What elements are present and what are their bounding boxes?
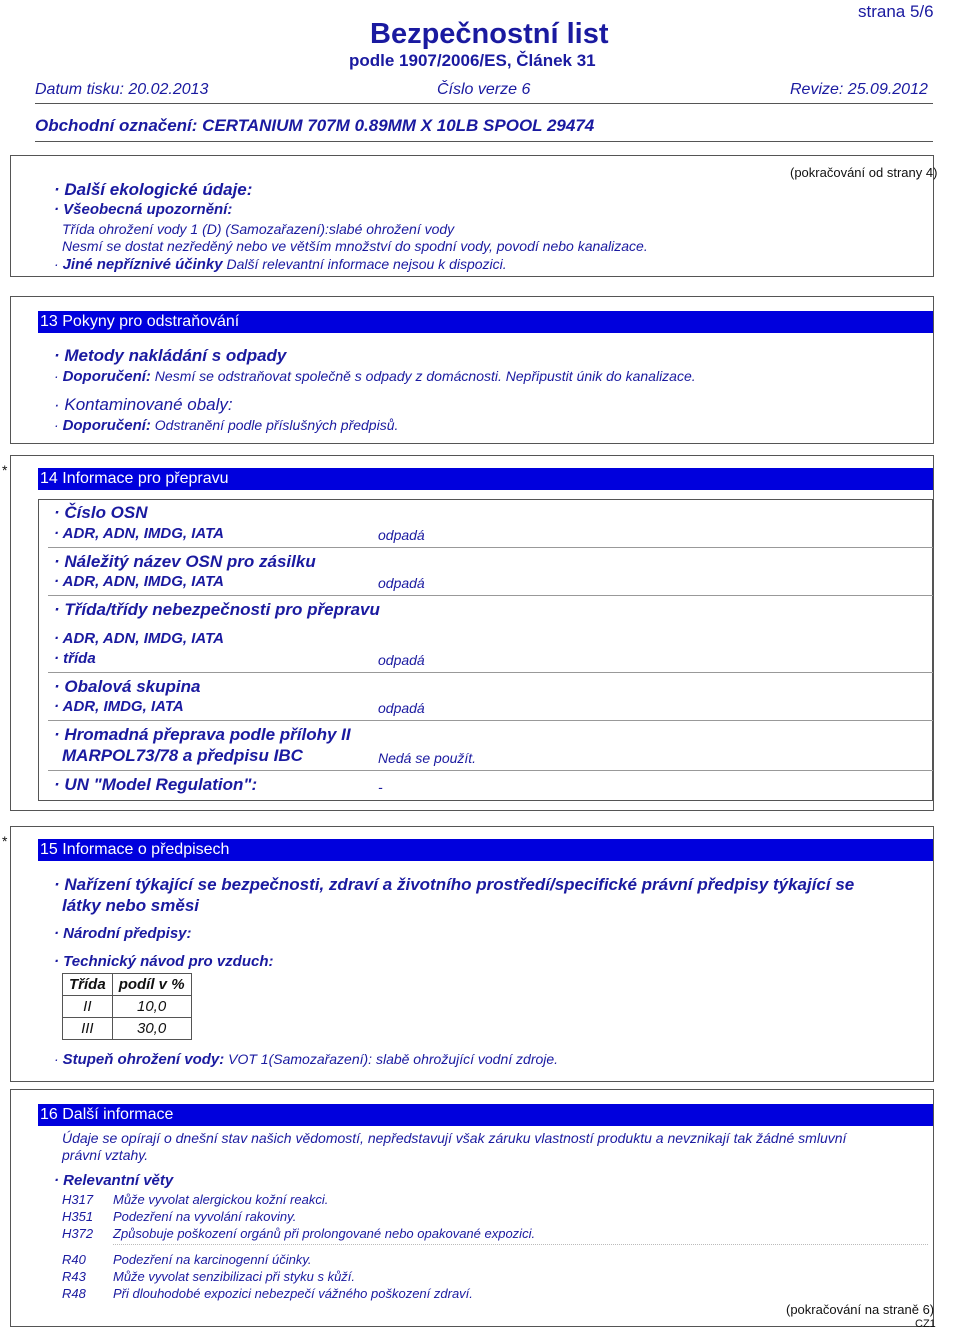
table-cell-class: III: [63, 1018, 113, 1040]
s14-pack-value: odpadá: [378, 700, 425, 716]
s14-name-value: odpadá: [378, 575, 425, 591]
section-16-header: 16 Další informace: [38, 1104, 933, 1126]
section-14-header: 14 Informace pro přepravu: [38, 468, 933, 490]
s14-un-number: · Číslo OSN: [54, 503, 148, 522]
phrase-text: Při dlouhodobé expozici nebezpečí vážného poškození zdraví.: [113, 1286, 473, 1301]
air-class-table: [62, 973, 192, 1040]
s15-change-marker: *: [2, 833, 8, 849]
phrase-text: Může vyvolat senzibilizaci při styku s kůží.: [113, 1269, 356, 1284]
s14-bulk-label-2: MARPOL73/78 a předpisu IBC: [62, 746, 303, 765]
phrase-text: Podezření na vyvolání rakoviny.: [113, 1209, 297, 1224]
phrase-code: H372: [62, 1226, 94, 1241]
s13-recommendation: · Doporučení: Nesmí se odstraňovat společně s odpady z domácnosti. Nepřipustit únik do kanalizace.: [54, 368, 696, 385]
s14-bulk-value: Nedá se použít.: [378, 750, 477, 766]
s14-hazard-class: · Třída/třídy nebezpečnosti pro přepravu: [54, 600, 380, 619]
table-cell-share: 30,0: [112, 1018, 191, 1040]
s14-model-regulation: · UN "Model Regulation":: [54, 775, 258, 794]
revision-date: Revize: 25.09.2012: [790, 81, 928, 98]
document-title: Bezpečnostní list: [370, 18, 609, 50]
continued-to: (pokračování na straně 6): [786, 1302, 935, 1317]
s14-packing-group: · Obalová skupina: [54, 677, 201, 696]
s14-class-modes: · ADR, ADN, IMDG, IATA: [54, 630, 224, 647]
table-row: [63, 996, 192, 1018]
phrase-code: R43: [62, 1269, 86, 1284]
s14-pack-modes: · ADR, IMDG, IATA: [54, 698, 184, 715]
s14-change-marker: *: [2, 462, 8, 478]
phrase-text: Může vyvolat alergickou kožní reakci.: [113, 1192, 329, 1207]
s15-national: · Národní předpisy:: [54, 925, 192, 942]
s14-class-value: odpadá: [378, 652, 425, 668]
eco-title: · Další ekologické údaje:: [54, 180, 253, 199]
table-cell-class: II: [63, 996, 113, 1018]
table-row: [63, 1018, 192, 1040]
s16-phrases-label: · Relevantní věty: [54, 1172, 174, 1189]
s14-bulk-label-1: · Hromadná přeprava podle přílohy II: [54, 725, 351, 744]
s14-class-sub: · třída: [54, 650, 96, 667]
eco-general-line1: Třída ohrožení vody 1 (D) (Samozařazení):slabé ohrožení vody: [62, 221, 455, 237]
s14-shipping-name: · Náležitý název OSN pro zásilku: [54, 552, 316, 571]
trade-name: Obchodní označení: CERTANIUM 707M 0.89MM X 10LB SPOOL 29474: [35, 116, 595, 135]
phrase-code: R48: [62, 1286, 86, 1301]
s14-name-modes: · ADR, ADN, IMDG, IATA: [54, 573, 224, 590]
s13-packaging: · Kontaminované obaly:: [54, 395, 233, 414]
header-divider: [35, 103, 933, 104]
s16-text-line2: právní vztahy.: [62, 1147, 149, 1163]
version-number: Číslo verze 6: [437, 81, 531, 98]
s14-un-modes: · ADR, ADN, IMDG, IATA: [54, 525, 224, 542]
s14-model-value: -: [378, 779, 383, 795]
eco-general-line2: Nesmí se dostat nezředěný nebo ve větším množství do spodní vody, povodí nebo kanalizace.: [62, 238, 648, 254]
s13-recommendation-2: · Doporučení: Odstranění podle příslušných předpisů.: [54, 417, 399, 434]
phrase-code: H317: [62, 1192, 94, 1207]
row-divider: [48, 547, 933, 548]
table-header-share: podíl v %: [112, 974, 191, 996]
phrase-code: R40: [62, 1252, 86, 1267]
country-code: CZ1: [915, 1318, 936, 1330]
phrase-text: Podezření na karcinogenní účinky.: [113, 1252, 312, 1267]
header-divider-2: [35, 141, 933, 142]
s15-water-hazard: · Stupeň ohrožení vody: VOT 1(Samozařazení): slabě ohrožující vodní zdroje.: [54, 1051, 559, 1068]
print-date: Datum tisku: 20.02.2013: [35, 81, 209, 98]
row-divider: [48, 770, 933, 771]
continued-from: (pokračování od strany 4): [790, 165, 938, 180]
dotted-divider: [113, 1244, 928, 1245]
s14-un-value: odpadá: [378, 527, 425, 543]
section-13-header: 13 Pokyny pro odstraňování: [38, 311, 933, 333]
page-number: strana 5/6: [858, 2, 934, 21]
eco-other: · Jiné nepříznivé účinky Další relevantní informace nejsou k dispozici.: [54, 256, 507, 273]
row-divider: [48, 595, 933, 596]
section-15-header: 15 Informace o předpisech: [38, 839, 933, 861]
table-header-class: Třída: [63, 974, 113, 996]
phrase-code: H351: [62, 1209, 94, 1224]
s16-text-line1: Údaje se opírají o dnešní stav našich vědomostí, nepředstavují však záruku vlastností produktu a nevznikají tak žádné smluvní: [62, 1130, 847, 1146]
s15-air: · Technický návod pro vzduch:: [54, 953, 274, 970]
s15-regulations-line1: · Nařízení týkající se bezpečnosti, zdraví a životního prostředí/specifické právní předpisy týkající se: [54, 875, 855, 894]
row-divider: [48, 672, 933, 673]
phrase-text: Způsobuje poškození orgánů při prolongované nebo opakované expozici.: [113, 1226, 536, 1241]
table-cell-share: 10,0: [112, 996, 191, 1018]
document-subtitle: podle 1907/2006/ES, Článek 31: [349, 51, 596, 70]
s13-methods: · Metody nakládání s odpady: [54, 346, 287, 365]
s15-regulations-line2: látky nebo směsi: [62, 896, 200, 915]
row-divider: [48, 720, 933, 721]
eco-general-label: · Všeobecná upozornění:: [54, 201, 233, 218]
